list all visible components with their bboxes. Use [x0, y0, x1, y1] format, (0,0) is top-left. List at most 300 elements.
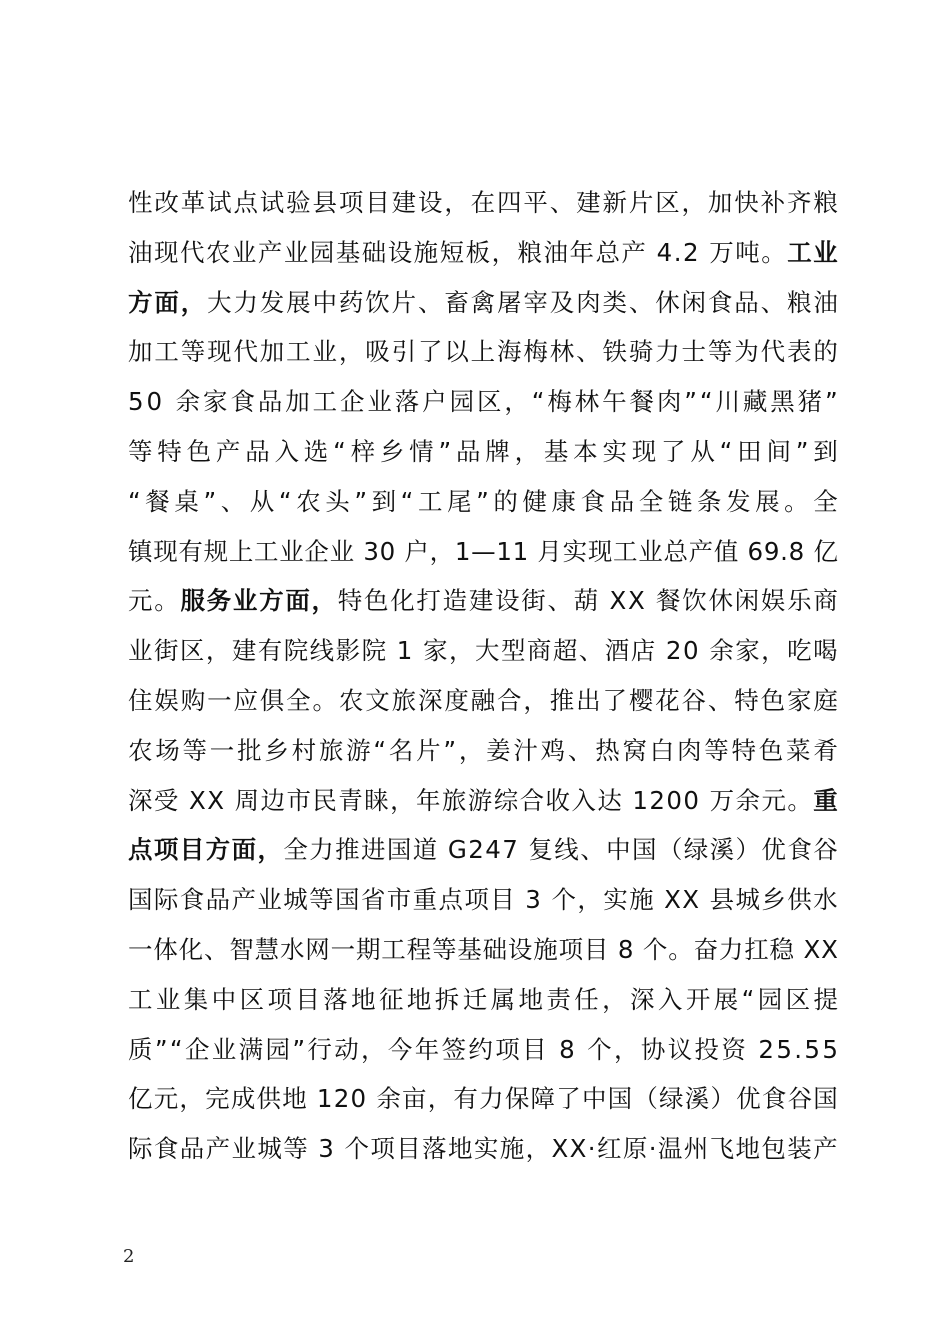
text-char: 一	[330, 934, 356, 964]
text-char: 展	[755, 486, 780, 516]
text-char: 食	[761, 1084, 787, 1114]
text-char: 资	[721, 1034, 746, 1064]
text-char: 短	[439, 237, 465, 267]
text-char: 特	[734, 685, 759, 715]
text-char: 上	[228, 536, 254, 566]
text-char: 肉	[656, 387, 682, 417]
text-char: ，	[525, 1134, 551, 1164]
text-line	[128, 1074, 838, 1124]
text-char: 上	[470, 337, 496, 367]
text-char: 民	[312, 785, 337, 815]
text-char: 吸	[365, 337, 390, 367]
text-char: 网	[305, 934, 330, 964]
text-char: 万	[709, 785, 735, 815]
text-char: X	[664, 885, 681, 915]
text-char: 猪	[797, 387, 823, 417]
text-char: 签	[441, 1034, 467, 1064]
text-char: ”	[443, 735, 457, 765]
text-char: 元	[153, 1084, 179, 1114]
text-char: “	[128, 486, 141, 516]
text-char: 大	[207, 287, 232, 317]
text-char: “	[741, 984, 755, 1014]
bold-heading-char: 目	[179, 835, 205, 865]
text-char: 街	[521, 586, 546, 616]
text-char: 目	[295, 984, 320, 1014]
text-char: 农	[338, 685, 364, 715]
text-char: 重	[412, 885, 438, 915]
text-char: 力	[479, 1084, 504, 1114]
text-char: 万	[709, 237, 734, 267]
text-char: 提	[813, 984, 838, 1014]
text-char: 吨	[735, 237, 760, 267]
text-char: ，	[681, 188, 707, 217]
text-char	[516, 875, 524, 925]
text-char: 表	[786, 337, 812, 367]
text-char: 地	[282, 1084, 307, 1114]
bold-heading-char: 方	[128, 287, 153, 317]
text-char: 到	[813, 436, 838, 466]
text-char: 边	[260, 785, 286, 815]
text-char: 有	[257, 636, 283, 666]
text-char: 区	[476, 387, 502, 417]
text-char: 白	[649, 735, 675, 765]
text-char: —	[471, 536, 496, 566]
text-char: 等	[309, 885, 334, 915]
text-char: 实	[473, 1134, 499, 1164]
text-char: .	[794, 1034, 803, 1064]
text-char: ，	[504, 387, 529, 417]
text-char: 业	[638, 536, 663, 566]
text-char: 平	[523, 188, 548, 217]
text-char: 。	[787, 785, 812, 815]
text-char: 奋	[693, 934, 719, 964]
text-char: 、	[707, 685, 733, 715]
text-char: 国	[813, 1084, 838, 1114]
text-char: 绿	[683, 835, 709, 865]
text-char	[577, 1025, 585, 1075]
text-char: 情	[409, 436, 434, 466]
text-char: 扛	[744, 934, 769, 964]
text-char: 园	[757, 984, 783, 1014]
text-char: 旅	[318, 735, 344, 765]
text-char	[805, 527, 813, 577]
text-char	[646, 576, 654, 626]
text-char: 项	[464, 885, 489, 915]
text-char: ，	[338, 337, 364, 367]
text-char: “	[169, 1034, 183, 1064]
text-char: 引	[391, 337, 417, 367]
text-char: 家	[786, 685, 812, 715]
text-char: 士	[681, 337, 707, 367]
text-char: 快	[734, 188, 759, 217]
text-char: 造	[442, 586, 468, 616]
text-char: 加	[707, 188, 733, 217]
text-char: 型	[500, 636, 526, 666]
text-char: 供	[787, 885, 812, 915]
text-line	[128, 527, 838, 577]
text-char: 道	[412, 835, 438, 865]
text-char: 色	[363, 586, 389, 616]
text-char: ，	[427, 1084, 453, 1114]
text-char: 企	[340, 387, 365, 417]
text-char: 粮	[786, 287, 812, 317]
text-char: ”	[203, 486, 217, 516]
text-char: 等	[180, 337, 206, 367]
text-char: 康	[551, 486, 577, 516]
text-char: 食	[707, 287, 733, 317]
text-char: 县	[312, 188, 338, 217]
text-char: 园	[449, 387, 475, 417]
text-char: 食	[580, 486, 606, 516]
text-char: 、	[220, 486, 246, 516]
text-char: 吃	[787, 636, 812, 666]
text-char: 点	[233, 188, 258, 217]
text-char: 目	[365, 188, 390, 217]
text-char: 链	[667, 486, 693, 516]
text-char: 中	[211, 984, 237, 1014]
text-char	[657, 626, 665, 676]
text-char: 代	[760, 337, 786, 367]
text-char: 余	[709, 636, 734, 666]
bold-heading-char: 方	[205, 835, 231, 865]
text-char: ）	[710, 1084, 735, 1114]
text-char: 动	[334, 1034, 359, 1064]
text-char: 任	[574, 984, 599, 1014]
text-char: 选	[303, 436, 329, 466]
text-char: 。	[154, 586, 179, 616]
text-char: 食	[787, 835, 812, 865]
text-char: 酒	[604, 636, 630, 666]
text-char: 亿	[813, 536, 838, 566]
text-char: 入	[657, 984, 683, 1014]
text-char: 值	[713, 536, 739, 566]
text-line	[128, 278, 838, 328]
text-char: 名	[388, 735, 414, 765]
text-char: 色	[186, 436, 212, 466]
text-char: 0	[682, 636, 699, 666]
text-char: 目	[490, 885, 515, 915]
text-char: 现	[153, 237, 179, 267]
text-char: 片	[391, 287, 417, 317]
text-char: 国	[631, 835, 657, 865]
text-char: 一	[207, 685, 232, 715]
bold-heading-char: ，	[311, 586, 337, 616]
text-char: 补	[760, 188, 786, 217]
bold-heading-char: 业	[813, 237, 838, 267]
text-char: 工	[154, 337, 179, 367]
text-char: G	[447, 835, 467, 865]
text-char: ，	[449, 636, 474, 666]
text-char: 区	[655, 188, 680, 217]
text-char: 现	[153, 536, 178, 566]
text-char: 2	[682, 237, 699, 267]
text-char: 中	[606, 835, 631, 865]
text-char: 亩	[402, 1084, 427, 1114]
text-char: 1	[396, 636, 413, 666]
text-char	[542, 875, 550, 925]
text-char: 游	[467, 785, 493, 815]
text-char: 1	[316, 1084, 333, 1114]
text-char: 基	[543, 436, 569, 466]
text-char: 集	[183, 984, 209, 1014]
text-char: 2	[333, 1084, 350, 1114]
text-char: 余	[175, 387, 201, 417]
text-char: 园	[309, 237, 335, 267]
text-char: 娱	[154, 685, 179, 715]
text-char: 2	[649, 785, 666, 815]
text-line	[128, 1025, 838, 1075]
text-char: 超	[552, 636, 578, 666]
text-char: 闲	[734, 586, 760, 616]
text-char: 改	[154, 188, 179, 217]
text-char: 慧	[254, 934, 280, 964]
text-char	[795, 925, 803, 975]
text-char: X	[682, 885, 700, 915]
text-char: 行	[307, 1034, 332, 1064]
text-char: 游	[346, 735, 371, 765]
text-char: 粮	[517, 237, 543, 267]
text-char: （	[633, 1084, 658, 1114]
text-char: 协	[640, 1034, 666, 1064]
text-char: 鸡	[540, 735, 566, 765]
text-char: 责	[546, 984, 571, 1014]
bold-heading-char: 重	[813, 785, 838, 815]
text-char: 拆	[434, 984, 460, 1014]
text-char: 优	[761, 835, 786, 865]
text-char: 姜	[486, 735, 511, 765]
text-char: X	[207, 785, 225, 815]
text-char: 畜	[444, 287, 469, 317]
text-char: 。	[761, 237, 786, 267]
text-char: 项	[558, 934, 584, 964]
text-char: 中	[581, 1084, 607, 1114]
text-char: 溪	[684, 1084, 710, 1114]
text-char: 实	[602, 436, 627, 466]
text-char: 一	[209, 735, 235, 765]
text-char	[748, 1025, 756, 1075]
text-char	[634, 925, 642, 975]
text-char: “	[333, 436, 346, 466]
text-char: 元	[128, 586, 153, 616]
text-char: 娱	[760, 586, 786, 616]
text-char: 农	[205, 237, 231, 267]
text-char: 试	[259, 188, 285, 217]
text-char: 入	[274, 436, 299, 466]
text-char: 旅	[441, 785, 467, 815]
text-char: 业	[257, 885, 282, 915]
text-char: 工	[613, 536, 638, 566]
text-char: 业	[231, 237, 257, 267]
text-char: 家	[735, 636, 760, 666]
text-char: 际	[128, 1134, 153, 1164]
text-char: 旅	[391, 685, 417, 715]
text-char: 发	[259, 287, 285, 317]
text-char: 城	[283, 885, 308, 915]
text-char: 全	[286, 685, 311, 715]
text-char: 工	[381, 934, 406, 964]
text-char: 林	[549, 337, 575, 367]
text-char: 融	[470, 685, 496, 715]
text-char: 际	[153, 885, 179, 915]
text-char: 品	[455, 436, 481, 466]
text-char: 满	[238, 1034, 264, 1064]
text-char: 周	[234, 785, 260, 815]
text-char: ”	[154, 1034, 168, 1064]
text-char: 项	[267, 984, 292, 1014]
text-char: “	[531, 387, 545, 417]
text-char: 黑	[770, 387, 795, 417]
text-char: 建	[231, 636, 257, 666]
text-char	[655, 875, 663, 925]
text-char: 力	[718, 934, 744, 964]
text-char: 影	[335, 636, 361, 666]
text-char: 规	[203, 536, 229, 566]
text-char: 落	[394, 387, 420, 417]
text-char	[165, 377, 173, 427]
text-char: 产	[231, 885, 256, 915]
text-char: 产	[257, 237, 283, 267]
text-char: 铁	[602, 337, 627, 367]
text-char: 本	[573, 436, 598, 466]
text-char: 区	[785, 984, 811, 1014]
text-char: 施	[629, 885, 654, 915]
text-char: 有	[453, 1084, 478, 1114]
text-char: 以	[444, 337, 469, 367]
text-char: 健	[522, 486, 547, 516]
text-char: 为	[734, 337, 759, 367]
text-char: ，	[179, 1084, 204, 1114]
text-char: 喝	[813, 636, 838, 666]
text-char: 全	[813, 486, 838, 516]
text-char: X	[551, 1134, 569, 1164]
text-char: 5	[804, 1034, 820, 1064]
text-char: 绿	[659, 1084, 684, 1114]
text-char: 业	[279, 536, 304, 566]
text-char: 属	[490, 984, 516, 1014]
text-char: 樱	[628, 685, 654, 715]
text-char: 建	[468, 586, 494, 616]
text-char	[225, 776, 233, 826]
text-char: 2	[468, 835, 484, 865]
text-char: 企	[184, 1034, 210, 1064]
text-char	[647, 228, 655, 278]
text-char: 总	[595, 237, 620, 267]
text-char: 的	[813, 337, 838, 367]
text-char: 6	[747, 536, 764, 566]
text-char: 3	[525, 885, 541, 915]
text-char: 原	[622, 1134, 648, 1164]
text-char: 饮	[365, 287, 390, 317]
text-char: 打	[416, 586, 441, 616]
text-char: 葫	[573, 586, 599, 616]
text-char: 州	[683, 1134, 709, 1164]
text-char: 温	[657, 1134, 683, 1164]
text-char: 菜	[786, 735, 811, 765]
text-char: ”	[438, 436, 452, 466]
text-char: 线	[309, 636, 335, 666]
text-char: ，	[491, 237, 517, 267]
text-char: 等	[431, 934, 457, 964]
text-line	[128, 875, 838, 925]
text-char	[309, 1124, 317, 1174]
text-char: 餐	[145, 486, 170, 516]
text-char: 、	[628, 287, 654, 317]
text-char: 落	[422, 1134, 447, 1164]
text-char: 藏	[742, 387, 768, 417]
text-char: ”	[825, 387, 838, 417]
text-char: 全	[638, 486, 664, 516]
text-char: 农	[296, 486, 321, 516]
text-char: 础	[482, 934, 508, 964]
text-char: 程	[406, 934, 432, 964]
page-number: 2	[123, 1246, 135, 1267]
text-char: ，	[602, 984, 627, 1014]
text-char: 保	[504, 1084, 530, 1114]
text-char: 店	[630, 636, 656, 666]
text-char: 业	[329, 536, 355, 566]
text-char: 业	[211, 1034, 237, 1064]
text-char: 海	[497, 337, 522, 367]
text-line	[128, 726, 838, 776]
text-char: 综	[493, 785, 519, 815]
text-char: 个	[587, 1034, 612, 1064]
text-char: 复	[528, 835, 553, 865]
text-char	[600, 576, 608, 626]
text-char: ，	[761, 636, 786, 666]
text-char: 供	[256, 1084, 282, 1114]
text-char: 目	[522, 1034, 547, 1064]
text-char: 红	[596, 1134, 622, 1164]
text-char: 禽	[470, 287, 496, 317]
text-char: 间	[766, 436, 791, 466]
text-char	[388, 626, 396, 676]
text-char: 国	[607, 1084, 633, 1114]
text-char: 障	[530, 1084, 556, 1114]
text-char: 今	[387, 1034, 413, 1064]
text-char: 一	[128, 934, 153, 964]
text-char: 力	[309, 835, 334, 865]
text-char: ，	[577, 885, 602, 915]
text-char: 等	[182, 735, 208, 765]
text-char: 推	[549, 685, 575, 715]
text-char: 落	[323, 984, 348, 1014]
text-char: 产	[205, 1134, 231, 1164]
text-char: 饮	[682, 586, 707, 616]
text-char: 合	[519, 785, 545, 815]
text-char: 户	[404, 536, 429, 566]
text-char: ·	[587, 1134, 596, 1164]
text-char: 0	[683, 785, 700, 815]
text-char: X	[803, 934, 821, 964]
body-paragraph	[128, 178, 838, 1174]
text-char: 地	[447, 1134, 473, 1164]
text-char: 青	[338, 785, 363, 815]
text-char: 进	[361, 835, 386, 865]
text-char: 实	[562, 536, 588, 566]
text-char: 了	[417, 337, 443, 367]
text-char: 项	[338, 188, 364, 217]
text-char: 色	[758, 735, 784, 765]
text-char: 力	[655, 337, 680, 367]
text-char: 设	[387, 237, 413, 267]
text-char: 的	[493, 486, 518, 516]
text-char: 户	[422, 387, 447, 417]
text-char: 特	[337, 586, 363, 616]
text-char: 业	[155, 984, 181, 1014]
text-char: 等	[283, 1134, 308, 1164]
text-char: 品	[245, 436, 270, 466]
text-char: 睐	[364, 785, 389, 815]
